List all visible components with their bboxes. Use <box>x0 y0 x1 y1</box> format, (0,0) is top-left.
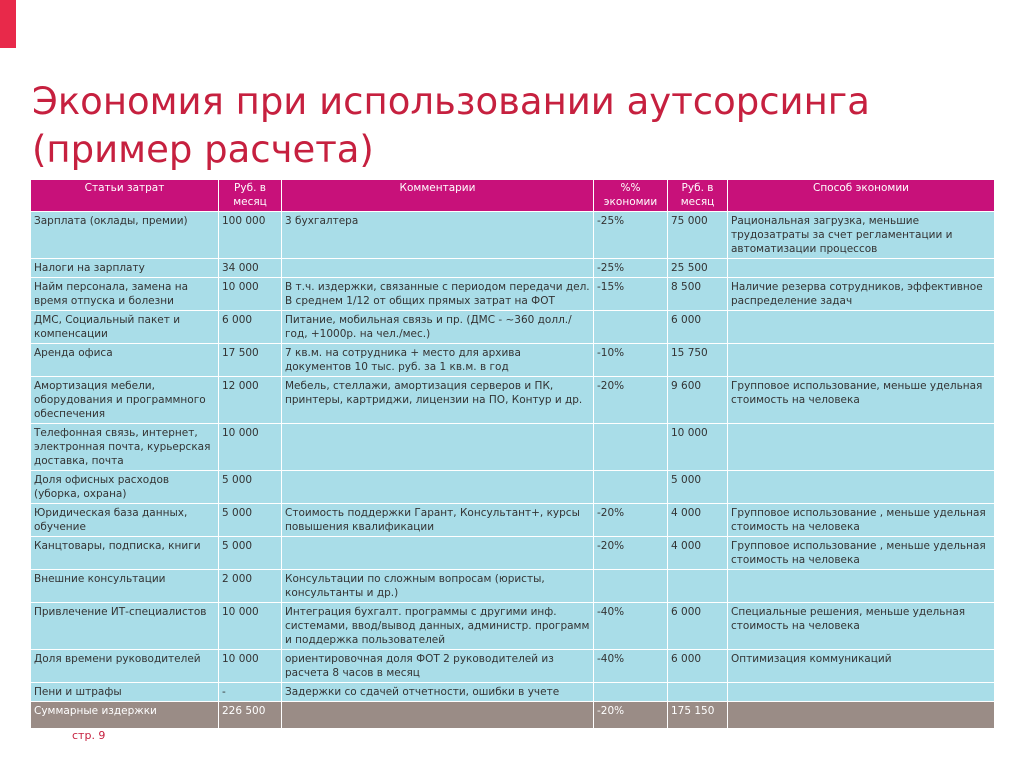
cell-rub-per-month: 34 000 <box>219 259 282 278</box>
cell-rub-after: 25 500 <box>668 259 728 278</box>
cell-rub-per-month: 10 000 <box>219 278 282 311</box>
cell-savings-method <box>728 424 995 471</box>
cell-comment <box>282 424 594 471</box>
header-savings-percent: %% экономии <box>594 180 668 212</box>
title-line-2: (пример расчета) <box>32 128 374 171</box>
cell-cost-item: Пени и штрафы <box>31 683 219 702</box>
cell-cost-item: Доля времени руководителей <box>31 650 219 683</box>
cell-rub-per-month: 17 500 <box>219 344 282 377</box>
cell-rub-per-month: 5 000 <box>219 471 282 504</box>
header-comments: Комментарии <box>282 180 594 212</box>
cell-cost-item: Телефонная связь, интернет, электронная почта, курьерская доставка, почта <box>31 424 219 471</box>
cell-savings-percent: -40% <box>594 603 668 650</box>
costs-table <box>30 179 995 729</box>
cell-rub-after: 4 000 <box>668 537 728 570</box>
header-rub-per-month-after: Руб. в месяц <box>668 180 728 212</box>
cell-savings-method: Рациональная загрузка, меньшие трудозатраты за счет регламентации и автоматизации процессов <box>728 212 995 259</box>
cell-cost-item: Внешние консультации <box>31 570 219 603</box>
accent-bar <box>0 0 16 48</box>
table-row <box>31 377 995 424</box>
cell-rub-after: 15 750 <box>668 344 728 377</box>
cell-comment: Интеграция бухгалт. программы с другими инф. системами, ввод/вывод данных, администр. программ и поддержка пользователей <box>282 603 594 650</box>
table-row <box>31 603 995 650</box>
cell-savings-method: Специальные решения, меньше удельная стоимость на человека <box>728 603 995 650</box>
total-cell-comment <box>282 702 594 729</box>
table-row <box>31 650 995 683</box>
cell-savings-method: Групповое использование , меньше удельная стоимость на человека <box>728 537 995 570</box>
table-row <box>31 570 995 603</box>
cell-rub-after: 9 600 <box>668 377 728 424</box>
cell-savings-percent: -20% <box>594 537 668 570</box>
table-body <box>31 212 995 729</box>
cell-cost-item: Амортизация мебели, оборудования и программного обеспечения <box>31 377 219 424</box>
table-row <box>31 212 995 259</box>
table-row <box>31 259 995 278</box>
cell-rub-after <box>668 570 728 603</box>
cell-savings-method: Групповое использование, меньше удельная стоимость на человека <box>728 377 995 424</box>
total-cell-cost-item: Суммарные издержки <box>31 702 219 729</box>
header-savings-method: Способ экономии <box>728 180 995 212</box>
cell-rub-after: 6 000 <box>668 603 728 650</box>
cell-rub-per-month: - <box>219 683 282 702</box>
table-row <box>31 537 995 570</box>
cell-savings-method <box>728 344 995 377</box>
cell-comment: Консультации по сложным вопросам (юристы, консультанты и др.) <box>282 570 594 603</box>
cell-savings-method: Оптимизация коммуникаций <box>728 650 995 683</box>
cell-savings-method: Наличие резерва сотрудников, эффективное распределение задач <box>728 278 995 311</box>
cell-savings-method <box>728 683 995 702</box>
cell-rub-after <box>668 683 728 702</box>
cell-rub-per-month: 2 000 <box>219 570 282 603</box>
cell-rub-after: 6 000 <box>668 311 728 344</box>
table-row <box>31 683 995 702</box>
cell-comment <box>282 471 594 504</box>
page-number: стр. 9 <box>72 729 106 742</box>
cell-rub-after: 6 000 <box>668 650 728 683</box>
cell-cost-item: Канцтовары, подписка, книги <box>31 537 219 570</box>
table-row <box>31 504 995 537</box>
cell-rub-per-month: 100 000 <box>219 212 282 259</box>
cell-comment <box>282 259 594 278</box>
page-title <box>32 78 992 174</box>
cell-cost-item: Доля офисных расходов (уборка, охрана) <box>31 471 219 504</box>
header-cost-item: Статьи затрат <box>31 180 219 212</box>
table-row <box>31 424 995 471</box>
cell-cost-item: Аренда офиса <box>31 344 219 377</box>
cell-savings-percent: -25% <box>594 212 668 259</box>
cell-cost-item: Юридическая база данных, обучение <box>31 504 219 537</box>
cell-rub-per-month: 6 000 <box>219 311 282 344</box>
cell-savings-percent: -20% <box>594 504 668 537</box>
total-cell-rub-after: 175 150 <box>668 702 728 729</box>
cell-savings-percent: -15% <box>594 278 668 311</box>
cell-cost-item: Найм персонала, замена на время отпуска и болезни <box>31 278 219 311</box>
cell-comment: Задержки со сдачей отчетности, ошибки в учете <box>282 683 594 702</box>
cell-cost-item: Зарплата (оклады, премии) <box>31 212 219 259</box>
cell-comment: Мебель, стеллажи, амортизация серверов и ПК, принтеры, картриджи, лицензии на ПО, Контур и др. <box>282 377 594 424</box>
cell-rub-per-month: 5 000 <box>219 537 282 570</box>
cell-savings-method <box>728 471 995 504</box>
cell-rub-after: 4 000 <box>668 504 728 537</box>
cell-savings-percent: -10% <box>594 344 668 377</box>
cell-savings-percent: -25% <box>594 259 668 278</box>
cell-comment: ориентировочная доля ФОТ 2 руководителей из расчета 8 часов в месяц <box>282 650 594 683</box>
cell-savings-method <box>728 259 995 278</box>
cell-cost-item: Налоги на зарплату <box>31 259 219 278</box>
cell-comment: 7 кв.м. на сотрудника + место для архива документов 10 тыс. руб. за 1 кв.м. в год <box>282 344 594 377</box>
cell-savings-percent <box>594 683 668 702</box>
cell-rub-per-month: 10 000 <box>219 650 282 683</box>
cell-comment: 3 бухгалтера <box>282 212 594 259</box>
cell-cost-item: Привлечение ИТ-специалистов <box>31 603 219 650</box>
cell-savings-percent <box>594 570 668 603</box>
cell-rub-after: 8 500 <box>668 278 728 311</box>
total-cell-savings-method <box>728 702 995 729</box>
cell-rub-after: 10 000 <box>668 424 728 471</box>
cell-rub-per-month: 5 000 <box>219 504 282 537</box>
cell-savings-percent: -20% <box>594 377 668 424</box>
cell-savings-percent: -40% <box>594 650 668 683</box>
table-row <box>31 311 995 344</box>
table-row <box>31 344 995 377</box>
cell-savings-percent <box>594 471 668 504</box>
cell-rub-per-month: 10 000 <box>219 424 282 471</box>
total-row <box>31 702 995 729</box>
cell-comment: Питание, мобильная связь и пр. (ДМС - ~360 долл./год, +1000р. на чел./мес.) <box>282 311 594 344</box>
cell-savings-method <box>728 570 995 603</box>
cell-comment: Стоимость поддержки Гарант, Консультант+, курсы повышения квалификации <box>282 504 594 537</box>
cell-savings-percent <box>594 424 668 471</box>
header-rub-per-month: Руб. в месяц <box>219 180 282 212</box>
cell-rub-per-month: 10 000 <box>219 603 282 650</box>
cell-rub-per-month: 12 000 <box>219 377 282 424</box>
cell-savings-percent <box>594 311 668 344</box>
cell-cost-item: ДМС, Социальный пакет и компенсации <box>31 311 219 344</box>
total-cell-savings-percent: -20% <box>594 702 668 729</box>
cell-savings-method <box>728 311 995 344</box>
cell-comment <box>282 537 594 570</box>
table-row <box>31 278 995 311</box>
cell-rub-after: 5 000 <box>668 471 728 504</box>
cell-savings-method: Групповое использование , меньше удельная стоимость на человека <box>728 504 995 537</box>
cell-comment: В т.ч. издержки, связанные с периодом передачи дел. В среднем 1/12 от общих прямых затрат на ФОТ <box>282 278 594 311</box>
total-cell-rub-per-month: 226 500 <box>219 702 282 729</box>
cell-rub-after: 75 000 <box>668 212 728 259</box>
table-row <box>31 471 995 504</box>
table-header-row <box>31 180 995 212</box>
title-line-1: Экономия при использовании аутсорсинга <box>32 80 870 123</box>
